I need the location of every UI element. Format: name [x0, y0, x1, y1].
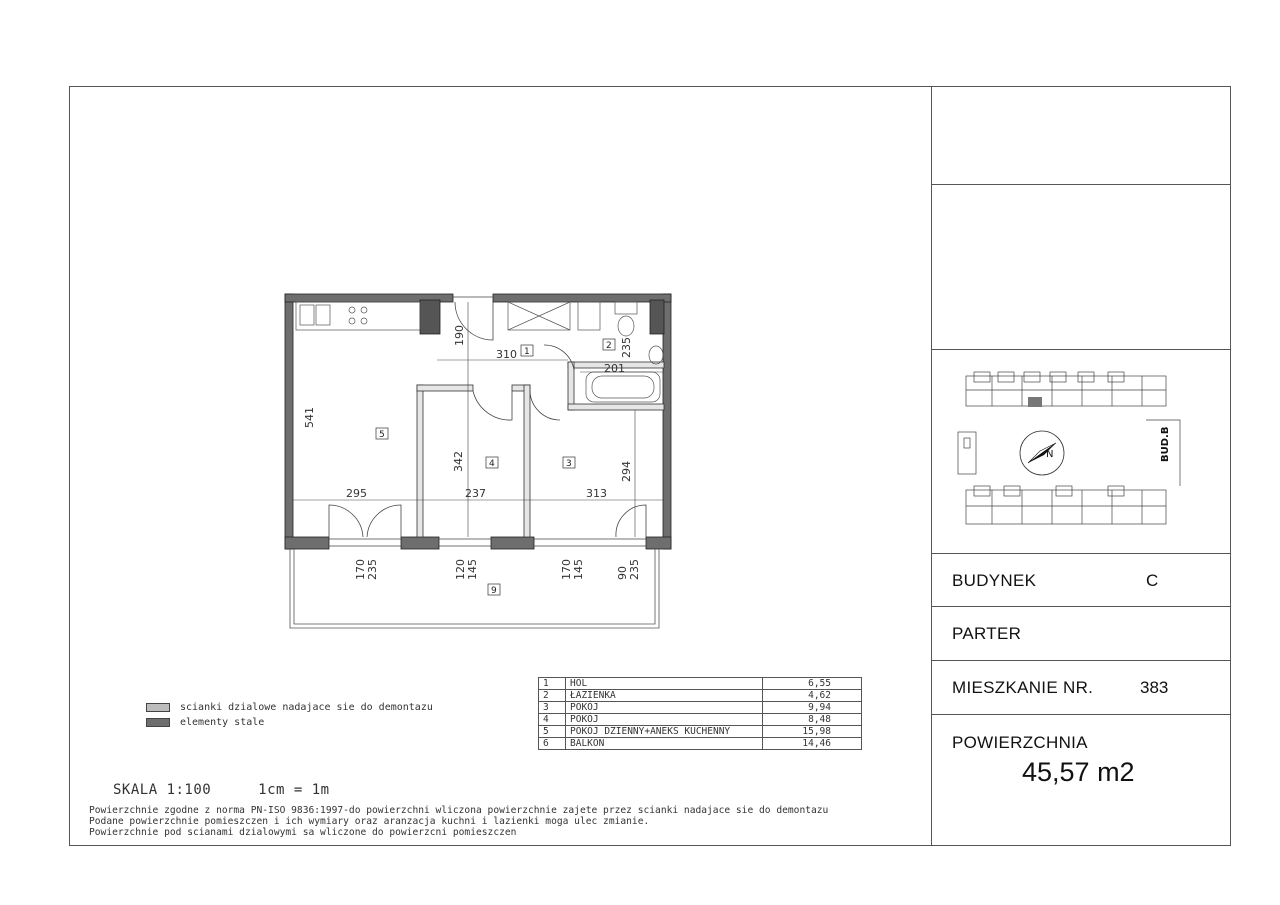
scale: [113, 782, 368, 798]
area-box: [932, 715, 1232, 845]
table-row: [539, 702, 862, 714]
area-value: 45,57 m2: [1022, 757, 1135, 787]
dimension-label: 237: [465, 487, 486, 500]
building-label: BUDYNEK: [952, 571, 1037, 590]
legend-label: elementy stale: [180, 717, 265, 728]
room-number: 2: [539, 690, 566, 702]
dimension-label: 170: [560, 559, 573, 580]
dimension-label: 294: [620, 461, 633, 482]
room-name: HOL: [566, 678, 763, 690]
apartment-marker: [1028, 397, 1042, 407]
dimension-label: 120: [454, 559, 467, 580]
room-tag: 1: [524, 347, 530, 357]
title-block: [931, 86, 1231, 846]
room-area: 9,94: [763, 702, 862, 714]
dimension-label: 201: [604, 362, 625, 375]
fixtures: [296, 302, 663, 402]
dimension-label: 295: [346, 487, 367, 500]
dimension-label: 170: [354, 559, 367, 580]
north-label: N: [1046, 449, 1054, 460]
area-label: POWIERZCHNIA: [952, 733, 1088, 752]
room-area: 14,46: [763, 738, 862, 750]
room-tag: 2: [606, 341, 612, 351]
notes: [89, 805, 828, 838]
apartment-number: 383: [1140, 678, 1169, 697]
table-row: [539, 678, 862, 690]
room-schedule: [538, 677, 862, 750]
dimension-label: 145: [572, 559, 585, 580]
room-tag: 9: [491, 586, 497, 596]
scale-unit: 1cm = 1m: [258, 782, 330, 798]
legend-item: [146, 700, 433, 715]
dimension-label: 342: [452, 451, 465, 472]
room-name: ŁAZIENKA: [566, 690, 763, 702]
note-line: Powierzchnie zgodne z norma PN-ISO 9836:1997-do powierzchni wliczona powierzchnie zajete przez scianki nadajace sie do demontazu: [89, 805, 829, 816]
dimension-label: 235: [628, 559, 641, 580]
table-row: [539, 726, 862, 738]
room-area: 6,55: [763, 678, 862, 690]
dimension-label: 235: [620, 337, 633, 358]
room-number: 6: [539, 738, 566, 750]
table-row: [539, 738, 862, 750]
room-number: 4: [539, 714, 566, 726]
dimension-label: 90: [616, 566, 629, 580]
room-name: BALKON: [566, 738, 763, 750]
dimension-label: 235: [366, 559, 379, 580]
floor-label: PARTER: [952, 624, 1022, 643]
building-tag: BUD.B: [1160, 426, 1171, 462]
dimension-label: 145: [466, 559, 479, 580]
legend-item: [146, 715, 433, 730]
building-value: C: [1146, 571, 1159, 590]
partition-walls: [417, 362, 664, 537]
room-area: 8,48: [763, 714, 862, 726]
north-arrow-icon: [1020, 431, 1064, 475]
room-area: 4,62: [763, 690, 862, 702]
dimension-label: 541: [303, 407, 316, 428]
room-tag: 5: [379, 430, 385, 440]
room-number: 3: [539, 702, 566, 714]
room-tag: 3: [566, 459, 572, 469]
room-area: 15,98: [763, 726, 862, 738]
table-row: [539, 690, 862, 702]
room-tag: 4: [489, 459, 495, 469]
scale-ratio: SKALA 1:100: [113, 782, 212, 798]
apartment-label: MIESZKANIE NR.: [952, 678, 1094, 697]
doors: [329, 302, 646, 537]
room-name: POKÓJ DZIENNY+ANEKS KUCHENNY: [566, 726, 763, 738]
legend: [146, 700, 433, 730]
room-number: 5: [539, 726, 566, 738]
room-number: 1: [539, 678, 566, 690]
legend-label: scianki dzialowe nadajace sie do demontazu: [180, 702, 433, 713]
note-line: Podane powierzchnie pomieszczen i ich wymiary oraz aranzacja kuchni i lazienki moga ulec zmianie.: [89, 816, 650, 827]
site-plan-buildings: [958, 372, 1180, 524]
permanent-walls: [285, 294, 671, 549]
dimension-label: 313: [586, 487, 607, 500]
dimension-label: 190: [453, 325, 466, 346]
site-plan: [932, 350, 1232, 555]
windows: [329, 297, 646, 546]
table-row: [539, 714, 862, 726]
room-name: POKÓJ: [566, 702, 763, 714]
note-line: Powierzchnie pod scianami dzialowymi sa wliczone do powierzcni pomieszczen: [89, 827, 517, 838]
room-name: POKÓJ: [566, 714, 763, 726]
room-tags: [376, 339, 615, 596]
dimension-label: 310: [496, 348, 517, 361]
legend-swatch: [146, 718, 170, 727]
legend-swatch: [146, 703, 170, 712]
